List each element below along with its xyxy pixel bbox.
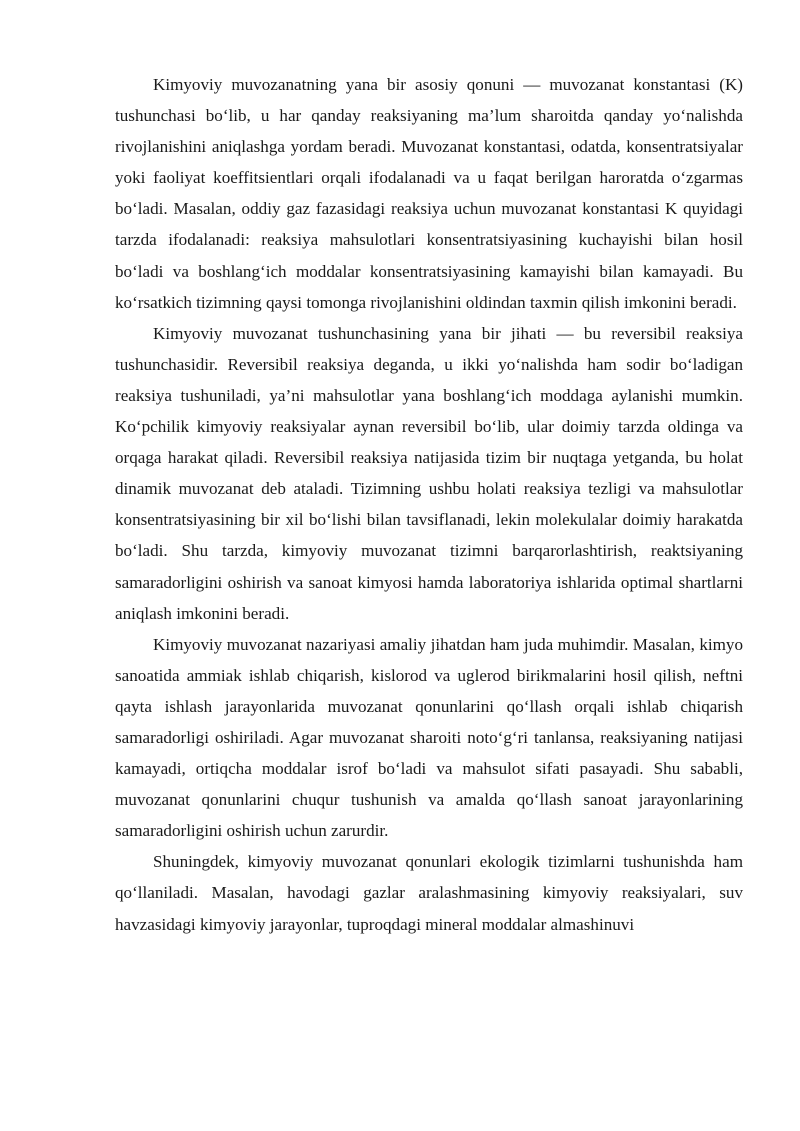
paragraph-ecological-systems: Shuningdek, kimyoviy muvozanat qonunlari ekologik tizimlarni tushunishda ham qo‘llaniladi. Masalan, havodagi gazlar aralashmasining kimyoviy reaksiyalari, suv havzasidagi kimyoviy jarayonlar, tuproqdagi mineral moddalar almashinuvi [115,852,743,934]
paragraph-equilibrium-constant: Kimyoviy muvozanatning yana bir asosiy qonuni — muvozanat konstantasi (K) tushunchasi bo‘lib, u har qanday reaksiyaning ma’lum sharoitda qanday yo‘nalishda rivojlanishini aniqlashga yordam beradi. Muvozanat konstantasi, odatda, konsentratsiyalar yoki faoliyat koeffitsientlari orqali ifodalanadi va u faqat berilgan haroratda o‘zgarmas bo‘ladi. Masalan, oddiy gaz fazasidagi reaksiya uchun muvozanat konstantasi K quyidagi tarzda ifodalanadi: reaksiya mahsulotlari konsentratsiyasining kuchayishi bilan hosil bo‘ladi va boshlang‘ich moddalar konsentratsiyasining kamayishi bilan kamayadi. Bu ko‘rsatkich tizimning qaysi tomonga rivojlanishini oldindan taxmin qilish imkonini beradi. [115,75,743,312]
document-body [115,69,743,940]
paragraph-reversible-reaction: Kimyoviy muvozanat tushunchasining yana bir jihati — bu reversibil reaksiya tushunchasidir. Reversibil reaksiya deganda, u ikki yo‘nalishda ham sodir bo‘ladigan reaksiya tushuniladi, ya’ni mahsulotlar yana boshlang‘ich moddaga aylanishi mumkin. Ko‘pchilik kimyoviy reaksiyalar aynan reversibil bo‘lib, ular doimiy tarzda oldinga va orqaga harakat qiladi. Reversibil reaksiya natijasida tizim bir nuqtaga yetganda, bu holat dinamik muvozanat deb ataladi. Tizimning ushbu holati reaksiya tezligi va mahsulotlar konsentratsiyasining bir xil bo‘lishi bilan tavsiflanadi, lekin molekulalar doimiy harakatda bo‘ladi. Shu tarzda, kimyoviy muvozanat tizimni barqarorlashtirish, reaktsiyaning samaradorligini oshirish va sanoat kimyosi hamda laboratoriya ishlarida optimal shartlarni aniqlash imkonini beradi. [115,323,743,623]
paragraph-practical-importance: Kimyoviy muvozanat nazariyasi amaliy jihatdan ham juda muhimdir. Masalan, kimyo sanoatida ammiak ishlab chiqarish, kislorod va uglerod birikmalarini hosil qilish, neftni qayta ishlash jarayonlarida muvozanat qonunlarini qo‘llash orqali ishlab chiqarish samaradorligi oshiriladi. Agar muvozanat sharoiti noto‘g‘ri tanlansa, reaksiyaning natijasi kamayadi, ortiqcha moddalar isrof bo‘ladi va mahsulot sifati pasayadi. Shu sababli, muvozanat qonunlarini chuqur tushunish va amalda qo‘llash sanoat jarayonlarining samaradorligini oshirish uchun zarurdir. [115,634,743,841]
